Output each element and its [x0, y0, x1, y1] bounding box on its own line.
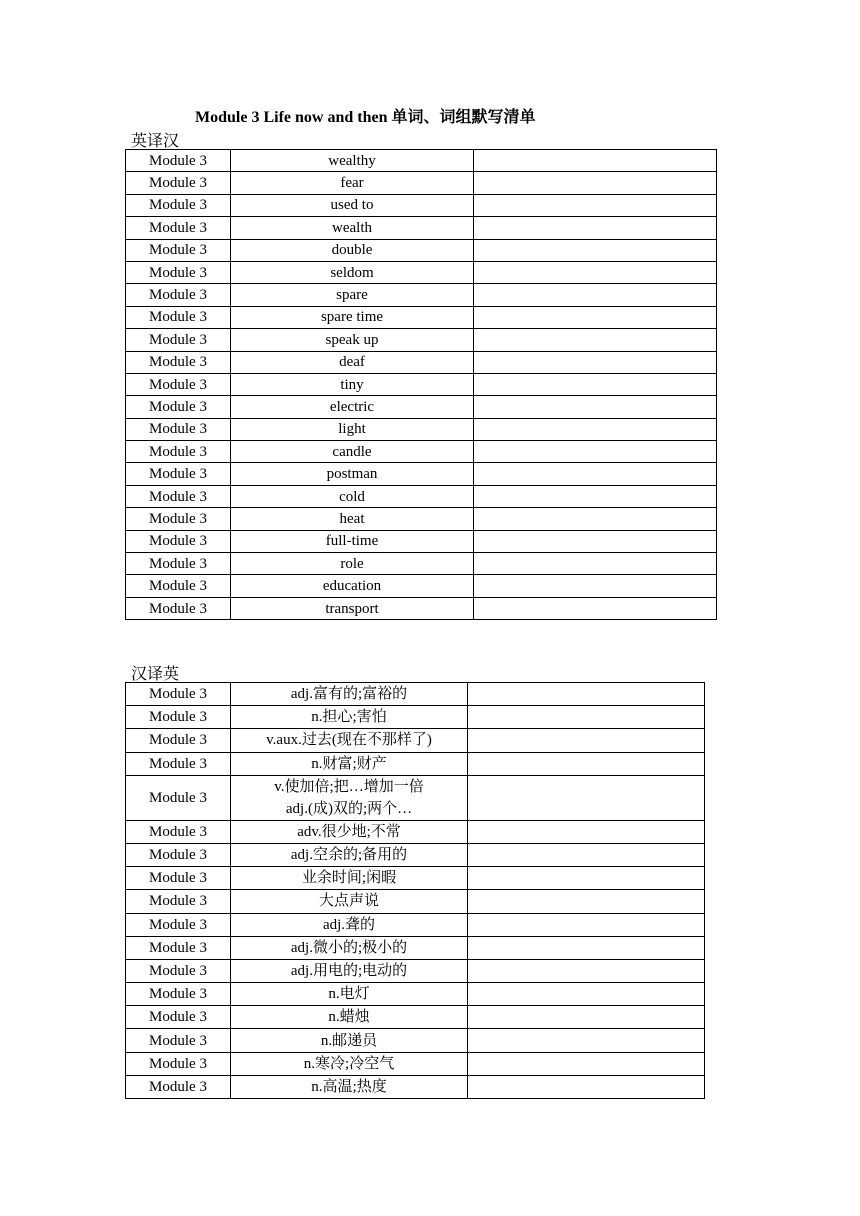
answer-cell[interactable]	[468, 752, 705, 775]
answer-cell[interactable]	[468, 820, 705, 843]
module-cell: Module 3	[126, 172, 231, 194]
table-row	[126, 936, 705, 959]
word-cell: spare	[231, 284, 474, 306]
word-cell: electric	[231, 396, 474, 418]
word-cell: speak up	[231, 329, 474, 351]
table-row	[126, 983, 705, 1006]
word-cell: fear	[231, 172, 474, 194]
meaning-cell: adj.聋的	[231, 913, 468, 936]
module-cell: Module 3	[126, 418, 231, 440]
table-row	[126, 217, 717, 239]
table-row	[126, 1029, 705, 1052]
answer-cell[interactable]	[468, 1052, 705, 1075]
module-cell: Module 3	[126, 1075, 231, 1098]
module-cell: Module 3	[126, 194, 231, 216]
word-cell: full-time	[231, 530, 474, 552]
word-cell: seldom	[231, 261, 474, 283]
table-row	[126, 508, 717, 530]
module-cell: Module 3	[126, 729, 231, 752]
module-cell: Module 3	[126, 485, 231, 507]
word-cell: cold	[231, 485, 474, 507]
module-cell: Module 3	[126, 683, 231, 706]
module-cell: Module 3	[126, 150, 231, 172]
meaning-cell: n.担心;害怕	[231, 706, 468, 729]
answer-cell[interactable]	[474, 172, 717, 194]
answer-cell[interactable]	[468, 775, 705, 820]
page-title: Module 3 Life now and then 单词、词组默写清单	[195, 109, 536, 126]
table-row	[126, 284, 717, 306]
meaning-cell: adj.富有的;富裕的	[231, 683, 468, 706]
meaning-cell: adj.微小的;极小的	[231, 936, 468, 959]
answer-cell[interactable]	[474, 441, 717, 463]
module-cell: Module 3	[126, 373, 231, 395]
word-cell: wealth	[231, 217, 474, 239]
answer-cell[interactable]	[468, 729, 705, 752]
vocab-table-zh-en	[125, 682, 705, 1099]
module-cell: Module 3	[126, 752, 231, 775]
answer-cell[interactable]	[468, 706, 705, 729]
table-row	[126, 485, 717, 507]
answer-cell[interactable]	[474, 329, 717, 351]
word-cell: used to	[231, 194, 474, 216]
module-cell: Module 3	[126, 508, 231, 530]
table-row	[126, 441, 717, 463]
module-cell: Module 3	[126, 820, 231, 843]
module-cell: Module 3	[126, 306, 231, 328]
table-row	[126, 396, 717, 418]
answer-cell[interactable]	[474, 261, 717, 283]
module-cell: Module 3	[126, 959, 231, 982]
module-cell: Module 3	[126, 553, 231, 575]
answer-cell[interactable]	[474, 553, 717, 575]
table-row	[126, 820, 705, 843]
answer-cell[interactable]	[474, 373, 717, 395]
word-cell: education	[231, 575, 474, 597]
module-cell: Module 3	[126, 530, 231, 552]
table-row	[126, 575, 717, 597]
table-row	[126, 553, 717, 575]
answer-cell[interactable]	[474, 284, 717, 306]
table-row	[126, 463, 717, 485]
vocab-table-en-zh	[125, 149, 717, 620]
table-row	[126, 239, 717, 261]
answer-cell[interactable]	[474, 485, 717, 507]
table-row	[126, 194, 717, 216]
answer-cell[interactable]	[474, 396, 717, 418]
answer-cell[interactable]	[468, 843, 705, 866]
module-cell: Module 3	[126, 396, 231, 418]
table-row	[126, 843, 705, 866]
module-cell: Module 3	[126, 351, 231, 373]
table-row	[126, 261, 717, 283]
table-row	[126, 729, 705, 752]
answer-cell[interactable]	[474, 575, 717, 597]
word-cell: tiny	[231, 373, 474, 395]
table-row	[126, 530, 717, 552]
word-cell: heat	[231, 508, 474, 530]
word-cell: deaf	[231, 351, 474, 373]
table-row	[126, 706, 705, 729]
table-row	[126, 150, 717, 172]
table-row	[126, 775, 705, 820]
answer-cell[interactable]	[468, 983, 705, 1006]
answer-cell[interactable]	[468, 1006, 705, 1029]
table-row	[126, 1052, 705, 1075]
meaning-cell: v.aux.过去(现在不那样了)	[231, 729, 468, 752]
module-cell: Module 3	[126, 575, 231, 597]
table-row	[126, 172, 717, 194]
answer-cell[interactable]	[474, 463, 717, 485]
answer-cell[interactable]	[474, 508, 717, 530]
answer-cell[interactable]	[468, 683, 705, 706]
module-cell: Module 3	[126, 890, 231, 913]
word-cell: wealthy	[231, 150, 474, 172]
table-row	[126, 867, 705, 890]
module-cell: Module 3	[126, 1052, 231, 1075]
module-cell: Module 3	[126, 775, 231, 820]
meaning-cell: n.蜡烛	[231, 1006, 468, 1029]
meaning-cell: n.邮递员	[231, 1029, 468, 1052]
meaning-cell: n.财富;财产	[231, 752, 468, 775]
table-row	[126, 913, 705, 936]
table-row	[126, 418, 717, 440]
answer-cell[interactable]	[474, 194, 717, 216]
module-cell: Module 3	[126, 936, 231, 959]
answer-cell[interactable]	[468, 1075, 705, 1098]
module-cell: Module 3	[126, 1029, 231, 1052]
meaning-cell: 大点声说	[231, 890, 468, 913]
meaning-cell: adv.很少地;不常	[231, 820, 468, 843]
meaning-cell: adj.空余的;备用的	[231, 843, 468, 866]
meaning-cell: 业余时间;闲暇	[231, 867, 468, 890]
word-cell: postman	[231, 463, 474, 485]
module-cell: Module 3	[126, 597, 231, 619]
section-label-zh-en: 汉译英	[131, 666, 180, 683]
section-label-en-zh: 英译汉	[131, 133, 180, 150]
module-cell: Module 3	[126, 913, 231, 936]
word-cell: candle	[231, 441, 474, 463]
meaning-line: adj.(成)双的;两个…	[285, 800, 413, 817]
answer-cell[interactable]	[474, 150, 717, 172]
table-row	[126, 1006, 705, 1029]
module-cell: Module 3	[126, 441, 231, 463]
module-cell: Module 3	[126, 329, 231, 351]
module-cell: Module 3	[126, 843, 231, 866]
module-cell: Module 3	[126, 284, 231, 306]
answer-cell[interactable]	[468, 936, 705, 959]
answer-cell[interactable]	[468, 913, 705, 936]
answer-cell[interactable]	[468, 890, 705, 913]
word-cell: double	[231, 239, 474, 261]
table-row	[126, 351, 717, 373]
answer-cell[interactable]	[468, 867, 705, 890]
module-cell: Module 3	[126, 706, 231, 729]
table-row	[126, 597, 717, 619]
answer-cell[interactable]	[474, 530, 717, 552]
meaning-cell: n.寒冷;冷空气	[231, 1052, 468, 1075]
word-cell: role	[231, 553, 474, 575]
word-cell: transport	[231, 597, 474, 619]
table-row	[126, 329, 717, 351]
module-cell: Module 3	[126, 261, 231, 283]
meaning-line: v.使加倍;把…增加一倍	[274, 778, 424, 795]
table-row	[126, 1075, 705, 1098]
table-row	[126, 752, 705, 775]
answer-cell[interactable]	[468, 1029, 705, 1052]
table-row	[126, 683, 705, 706]
meaning-cell: n.电灯	[231, 983, 468, 1006]
answer-cell[interactable]	[474, 217, 717, 239]
word-cell: spare time	[231, 306, 474, 328]
answer-cell[interactable]	[474, 418, 717, 440]
module-cell: Module 3	[126, 867, 231, 890]
answer-cell[interactable]	[468, 959, 705, 982]
word-cell: light	[231, 418, 474, 440]
answer-cell[interactable]	[474, 351, 717, 373]
module-cell: Module 3	[126, 983, 231, 1006]
answer-cell[interactable]	[474, 597, 717, 619]
meaning-cell: adj.用电的;电动的	[231, 959, 468, 982]
meaning-cell	[231, 775, 468, 820]
module-cell: Module 3	[126, 463, 231, 485]
table-row	[126, 306, 717, 328]
module-cell: Module 3	[126, 217, 231, 239]
answer-cell[interactable]	[474, 306, 717, 328]
table-row	[126, 890, 705, 913]
meaning-cell: n.高温;热度	[231, 1075, 468, 1098]
table-row	[126, 959, 705, 982]
answer-cell[interactable]	[474, 239, 717, 261]
table-row	[126, 373, 717, 395]
module-cell: Module 3	[126, 1006, 231, 1029]
module-cell: Module 3	[126, 239, 231, 261]
